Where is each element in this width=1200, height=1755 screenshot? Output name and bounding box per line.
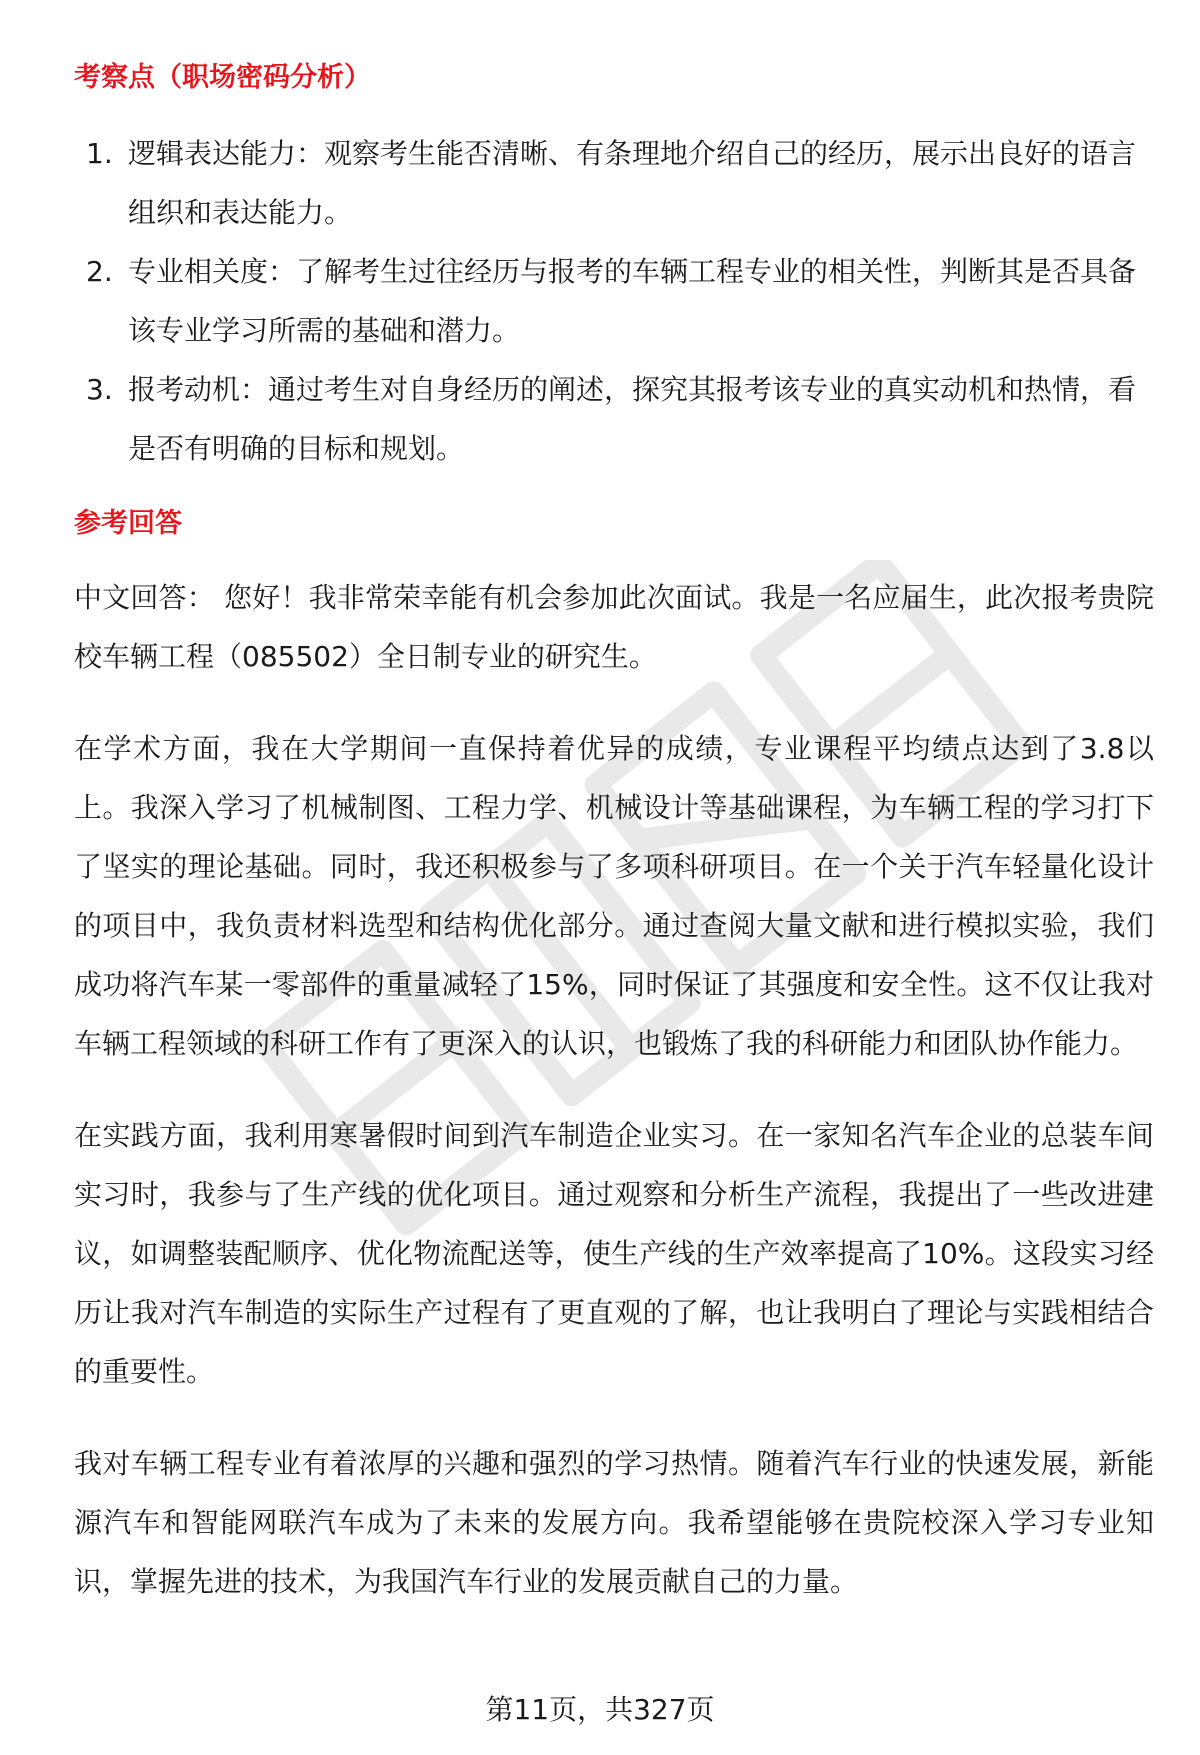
section-title-assessment: 考察点（职场密码分析） (74, 62, 371, 93)
list-item (74, 124, 1154, 242)
list-number: 1. (86, 137, 113, 170)
list-item-text: 专业相关度：了解考生过往经历与报考的车辆工程专业的相关性，判断其是否具备该专业学习所需的基础和潜力。 (128, 255, 1137, 347)
answer-paragraph: 中文回答： 您好！我非常荣幸能有机会参加此次面试。我是一名应届生，此次报考贵院校车辆工程（085502）全日制专业的研究生。 (74, 581, 1154, 673)
list-number: 3. (86, 373, 113, 406)
answer-paragraph: 在学术方面，我在大学期间一直保持着优异的成绩，专业课程平均绩点达到了3.8以上。我深入学习了机械制图、工程力学、机械设计等基础课程，为车辆工程的学习打下了坚实的理论基础。同时，我还积极参与了多项科研项目。在一个关于汽车轻量化设计的项目中，我负责材料选型和结构优化部分。通过查阅大量文献和进行模拟实验，我们成功将汽车某一零部件的重量减轻了15%，同时保证了其强度和安全性。这不仅让我对车辆工程领域的科研工作有了更深入的认识，也锻炼了我的科研能力和团队协作能力。 (74, 732, 1154, 1060)
list-number: 2. (86, 255, 113, 288)
assessment-points-list (74, 124, 1154, 478)
list-item (74, 360, 1154, 478)
page-content (74, 58, 1154, 1611)
list-item (74, 242, 1154, 360)
list-item-text: 逻辑表达能力：观察考生能否清晰、有条理地介绍自己的经历，展示出良好的语言组织和表达能力。 (128, 137, 1137, 229)
section-title-reference-answer: 参考回答 (74, 508, 182, 539)
page-number: 第11页，共327页 (485, 1693, 715, 1726)
answer-paragraph: 我对车辆工程专业有着浓厚的兴趣和强烈的学习热情。随着汽车行业的快速发展，新能源汽车和智能网联汽车成为了未来的发展方向。我希望能够在贵院校深入学习专业知识，掌握先进的技术，为我国汽车行业的发展贡献自己的力量。 (74, 1447, 1154, 1598)
list-item-text: 报考动机：通过考生对自身经历的阐述，探究其报考该专业的真实动机和热情，看是否有明确的目标和规划。 (128, 373, 1137, 465)
answer-paragraph: 在实践方面，我利用寒暑假时间到汽车制造企业实习。在一家知名汽车企业的总装车间实习时，我参与了生产线的优化项目。通过观察和分析生产流程，我提出了一些改进建议，如调整装配顺序、优化物流配送等，使生产线的生产效率提高了10%。这段实习经历让我对汽车制造的实际生产过程有了更直观的了解，也让我明白了理论与实践相结合的重要性。 (74, 1119, 1154, 1388)
